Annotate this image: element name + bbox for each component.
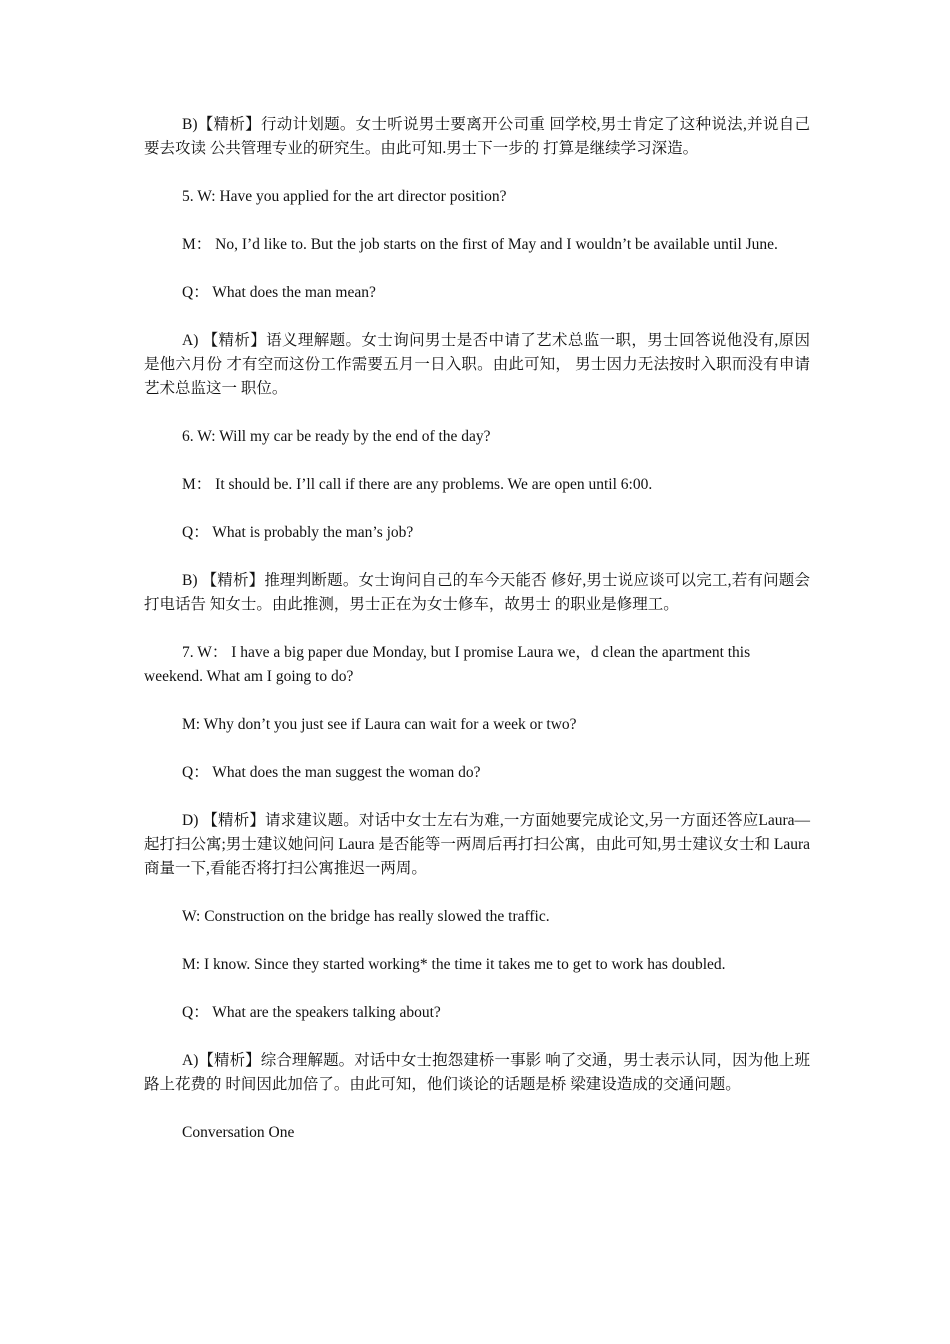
dialogue-line-q5-woman: 5. W: Have you applied for the art director position?	[182, 188, 507, 205]
question-line-q6: Q： What is probably the man’s job?	[182, 524, 414, 541]
dialogue-line-q7-woman: 7. W： I have a big paper due Monday, but I promise Laura we，d clean the apartment this weekend. What am I going to do?	[144, 644, 751, 685]
dialogue-line-q8-man: M: I know. Since they started working* the time it takes me to get to work has doubled.	[182, 956, 726, 973]
dialogue-line-q7-man: M: Why don’t you just see if Laura can wait for a week or two?	[182, 716, 577, 733]
dialogue-line-q8-woman: W: Construction on the bridge has really slowed the traffic.	[182, 908, 550, 925]
analysis-paragraph-q8: A)【精析】综合理解题。对话中女士抱怨建桥一事影 响了交通，男士表示认同，因为他上班路上花费的 时间因此加倍了。由此可知，他们谈论的话题是桥 梁建设造成的交通问题。	[144, 1052, 810, 1093]
analysis-paragraph-q6: B) 【精析】推理判断题。女士询问自己的车今天能否 修好,男士说应谈可以完工,若有问题会打电话告 知女士。由此推测，男士正在为女士修车，故男士 的职业是修理工。	[144, 572, 810, 613]
analysis-paragraph-q4: B)【精析】行动计划题。女士听说男士要离开公司重 回学校,男士肯定了这种说法,并说自己要去攻读 公共管理专业的研究生。由此可知.男士下一步的 打算是继续学习深造。	[144, 116, 810, 157]
document-page	[144, 113, 810, 1169]
question-line-q5: Q： What does the man mean?	[182, 284, 376, 301]
analysis-paragraph-q5: A) 【精析】语义理解题。女士询问男士是否中请了艺术总监一职，男士回答说他没有,原因是他六月份 才有空而这份工作需要五月一日入职。由此可知， 男士因力无法按时入职而没有申请艺术总监这一 职位。	[144, 332, 810, 397]
dialogue-line-q5-man: M： No, I’d like to. But the job starts on the first of May and I wouldn’t be available until June.	[182, 236, 778, 253]
section-heading-conversation-one: Conversation One	[182, 1124, 295, 1141]
dialogue-line-q6-woman: 6. W: Will my car be ready by the end of the day?	[182, 428, 491, 445]
analysis-paragraph-q7: D) 【精析】请求建议题。对话中女士左右为难,一方面她要完成论文,另一方面还答应Laura—起打扫公寓;男士建议她问问 Laura 是否能等一两周后再打扫公寓，由此可知,男士建议女士和 Laura 商量一下,看能否将打扫公寓推迟一两周。	[144, 812, 810, 877]
question-line-q8: Q： What are the speakers talking about?	[182, 1004, 441, 1021]
question-line-q7: Q： What does the man suggest the woman do?	[182, 764, 481, 781]
dialogue-line-q6-man: M： It should be. I’ll call if there are any problems. We are open until 6:00.	[182, 476, 653, 493]
